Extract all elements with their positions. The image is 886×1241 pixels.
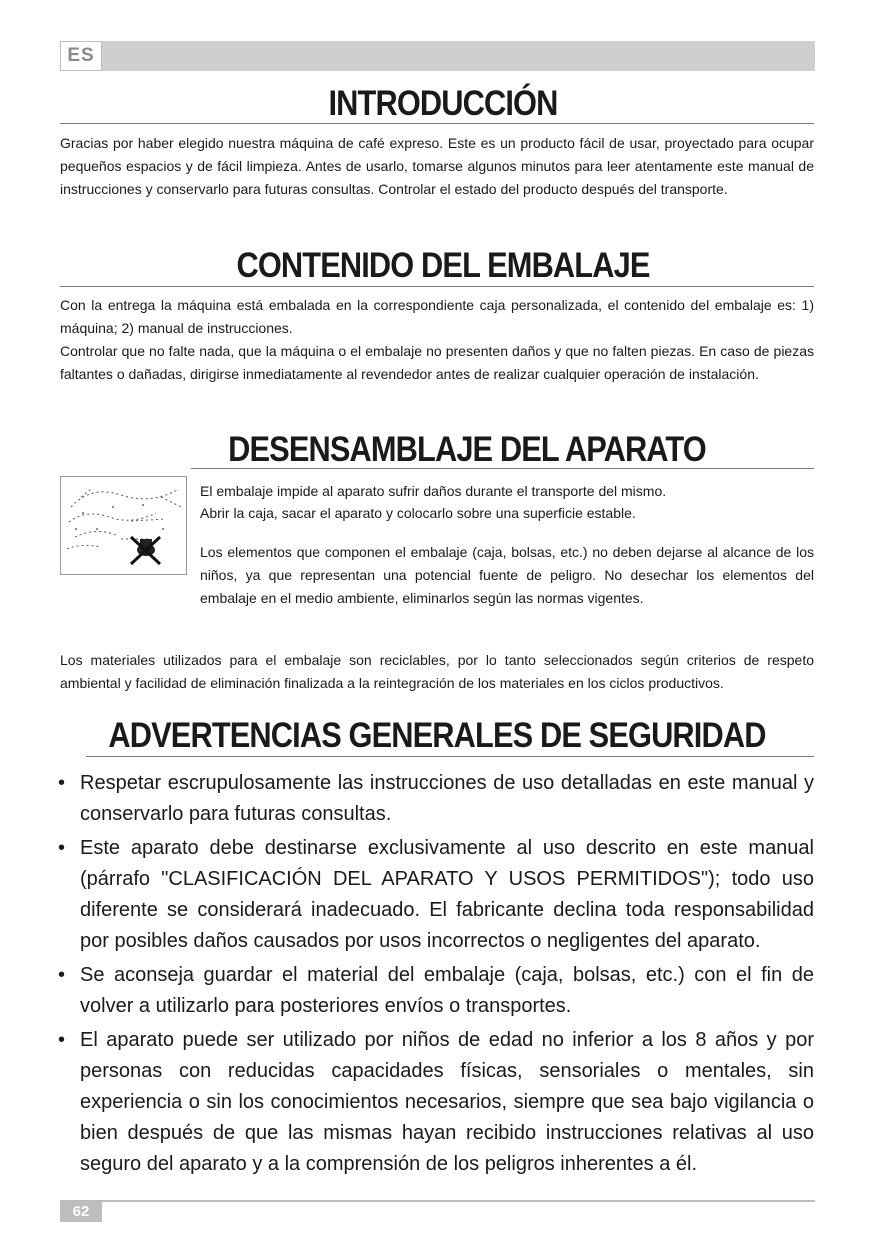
bullet: • (58, 964, 66, 986)
list-item (58, 833, 814, 957)
unpacking-warning-text: Los elementos que componen el embalaje (caja, bolsas, etc.) no deben dejarse al alcance de los niños, ya que representan una potencial fuente de peligro. No desechar los elementos del embalaje en el medio ambiente, eliminarlos según las normas vigentes. (200, 544, 814, 606)
safety-list (58, 768, 814, 1183)
language-tag: ES (60, 41, 102, 71)
unpacking-line-2: Abrir la caja, sacar el aparato y colocarlo sobre una superficie estable. (200, 505, 636, 521)
header-bar (60, 41, 815, 71)
intro-title: INTRODUCCIÓN (328, 84, 558, 123)
intro-title-rule (60, 123, 814, 124)
unpacking-title: DESENSAMBLAJE DEL APARATO (228, 430, 706, 469)
list-item (58, 1025, 814, 1180)
bullet: • (58, 1029, 66, 1051)
safety-title: ADVERTENCIAS GENERALES DE SEGURIDAD (108, 716, 766, 755)
intro-text: Gracias por haber elegido nuestra máquina de café expreso. Este es un producto fácil de usar, proyectado para ocupar pequeños espacios y de fácil limpieza. Antes de usarlo, tomarse algunos minutos para leer atentamente este manual de instrucciones y conservarlo para futuras consultas. Controlar el estado del producto después del transporte. (60, 135, 814, 197)
unpacking-title-rule (191, 468, 814, 469)
safety-title-rule (86, 756, 814, 757)
safety-item-text: Este aparato debe destinarse exclusivamente al uso descrito en este manual (párrafo "CLASIFICACIÓN DEL APARATO Y USOS PERMITIDOS"); todo uso diferente se considerará inadecuado. El fabricante declina toda responsabilidad por posibles daños causados por usos incorrectos o negligentes del aparato. (80, 837, 814, 952)
contents-text-2: Controlar que no falte nada, que la máquina o el embalaje no presenten daños y que no falten piezas. En caso de piezas faltantes o dañadas, dirigirse inmediatamente al revendedor antes de realizar cualquier operación de instalación. (60, 343, 814, 382)
contents-title-rule (60, 286, 814, 287)
safety-item-text: Se aconseja guardar el material del embalaje (caja, bolsas, etc.) con el fin de volver a utilizarlo para posteriores envíos o transportes. (80, 964, 814, 1017)
contents-text-1: Con la entrega la máquina está embalada en la correspondiente caja personalizada, el contenido del embalaje es: 1) máquina; 2) manual de instrucciones. (60, 297, 814, 336)
page-number: 62 (60, 1202, 102, 1222)
unpacking-line-1: El embalaje impide al aparato sufrir daños durante el transporte del mismo. (200, 483, 667, 499)
unpacking-recycle-text: Los materiales utilizados para el embalaje son reciclables, por lo tanto seleccionados según criterios de respeto ambiental y facilidad de eliminación finalizada a la reintegración de los materiales en los ciclos productivos. (60, 652, 814, 691)
safety-item-text: Respetar escrupulosamente las instrucciones de uso detalladas en este manual y conservarlo para futuras consultas. (80, 772, 814, 825)
safety-item-text: El aparato puede ser utilizado por niños de edad no inferior a los 8 años y por personas con reducidas capacidades físicas, sensoriales o mentales, sin experiencia o sin los conocimientos necesarios, siempre que sea bajo vigilancia o bien después de que las mismas hayan recibido instrucciones relativas al uso seguro del aparato y a la comprensión de los peligros inherentes a él. (80, 1029, 814, 1175)
list-item (58, 768, 814, 830)
footer-rule (60, 1200, 815, 1202)
bullet: • (58, 837, 66, 859)
list-item (58, 960, 814, 1022)
no-litter-packaging-icon (60, 476, 187, 575)
contents-title: CONTENIDO DEL EMBALAJE (236, 246, 650, 285)
bullet: • (58, 772, 66, 794)
